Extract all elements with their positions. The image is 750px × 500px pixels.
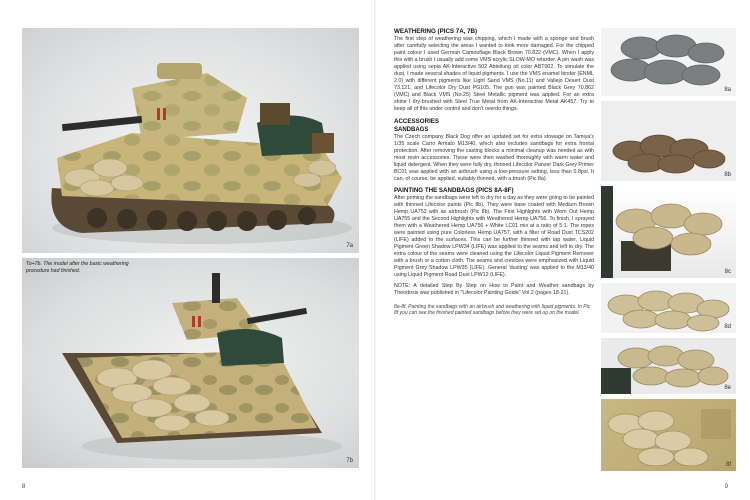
sandbag-illustration-8e <box>601 338 736 394</box>
note-text: NOTE: A detailed Step By Step on How to Paint and Weather sandbags by Theodosis was published in "Lifecolor Painting Guide" Vol.2 (pages 18-21). <box>394 283 594 297</box>
sandbag-photo-8c <box>601 186 736 278</box>
photo-label-7b: 7b <box>346 458 353 464</box>
sandbag-photo-8e <box>601 338 736 394</box>
photo-caption-7b: To+7b. The model after the basic weathering procedure had finished. <box>26 261 129 274</box>
sandbag-photo-8a <box>601 28 736 96</box>
page-number-right: 9 <box>724 484 728 490</box>
sandbag-photo-8d <box>601 283 736 333</box>
tank-illustration-7a <box>22 28 359 253</box>
weathering-heading: WEATHERING (PICS 7A, 7B) <box>394 28 478 35</box>
tank-illustration-7b <box>22 258 359 468</box>
sandbags-subheading: SANDBAGS <box>394 126 429 133</box>
sandbag-illustration-8a <box>601 28 736 96</box>
weathering-section <box>394 28 594 114</box>
sandbag-caption: 8a-8f. Painting the sandbags with an airbrush and weathering with liquid pigments. In Pic 8f you can see the finished painted sandbags before they were set up on the model. <box>394 303 591 317</box>
painting-heading: PAINTING THE SANDBAGS (PICS 8A-8F) <box>394 186 514 194</box>
sandbag-photo-8b <box>601 101 736 181</box>
article-text-column <box>394 28 594 317</box>
page-gutter <box>374 0 376 500</box>
accessories-section <box>394 118 594 183</box>
photo-label-8d: 8d <box>724 324 731 330</box>
tank-photo-7a <box>22 28 359 253</box>
photo-label-8c: 8c <box>724 269 731 275</box>
sandbag-illustration-8f <box>601 399 736 471</box>
photo-label-8e: 8e <box>724 385 731 391</box>
painting-body: After priming the sandbags were left to dry for a day as they were going to be painted with thinned Lifecolor paints (Pic 8b). They were base coated with Medium Brown Hemp UA753 with an airbrush (Pic 8b). The First Highlights with Worn Out Hemp UA755 and the Second Highlights with Weathered Hemp UA756. To finish, I sprayed them with a Weathered Hemp UA756 + White LC01 mix at a ratio of 5:1. The ropes were painted using pure Colorless Hemp UA757, with a filter of Road Dust TCS202 (LIFE) added to the surfaces. This can be further thinned with tap water. Liquid Pigment Green Shadow LPW34 (LIFE) was applied to the seams and left to dry. The extra colour of the seams were cleaned using the Lifecolor Liquid Pigment Remover with a brush or a cotton cloth. The seams and crevices were emphasized with Liquid Pigment Grey Shadow LPW35 (LIFE). General 'dusting' was applied to the M13/40 using Liquid Pigment Road Dust LPW12 (LIFE). <box>394 194 594 279</box>
accessories-heading: ACCESSORIES <box>394 117 440 125</box>
sandbag-illustration-8c <box>601 186 736 278</box>
photo-label-8f: 8f <box>725 462 731 468</box>
photo-label-8b: 8b <box>724 172 731 178</box>
sandbag-illustration-8d <box>601 283 736 333</box>
sandbag-illustration-8b <box>601 101 736 181</box>
photo-label-8a: 8a <box>724 87 731 93</box>
weathering-body: The first step of weathering was chipping, which I made with a sponge and brush after carefully selecting the areas I wanted to look more damaged. For the chipped paint colour I used German Camouflage Black Brown 70.822 (VMC). When I apply this with a brush I usually add some VMS acrylic SLOW-MO retarder. A pin wash was applied using sepia AK-Interactive 502 Abteilung oil color ABT002. To simulate the dust, I made several shades of liquid pigments. I use the VMS enamel binder (ENML 2.0) with different pigments like Light Sand VMS (No.11) and Vallejo Desert Dust 73.121, and Lifecolor Dry Dust PG105. The gun was painted Black Grey 70.862 (VMC) and Black VMS (No.25) Steel Metallic pigment was applied. For an extra shine I dry-brushed with Steel True Metal from AK-Interactive Metal AK457. Try to keep all of this under control and don't overdo things. <box>394 36 594 113</box>
tank-photo-7b <box>22 258 359 468</box>
painting-section <box>394 187 594 280</box>
page-number-left: 8 <box>22 484 26 490</box>
sandbag-photo-8f <box>601 399 736 471</box>
photo-label-7a: 7a <box>346 243 353 249</box>
accessories-body: The Czech company Black Dog offer an updated set for extra stowage on Tamiya's 1/35 scale Carro Armato M13/40, which also includes sandbags for extra frontal protection. After removing the casting blocks a minimal cleanup was needed as with most resin accessories. These were then washed thoroughly with warm water and liquid detergent. When they were fully dry, thinned Lifecolor Panzer Dark Grey Primer BC01 was applied with an airbrush using a low-pressure setting, less than 0.8psi. It can, of course, be applied, suitably thinned, with a brush (Pic 8a). <box>394 133 594 182</box>
